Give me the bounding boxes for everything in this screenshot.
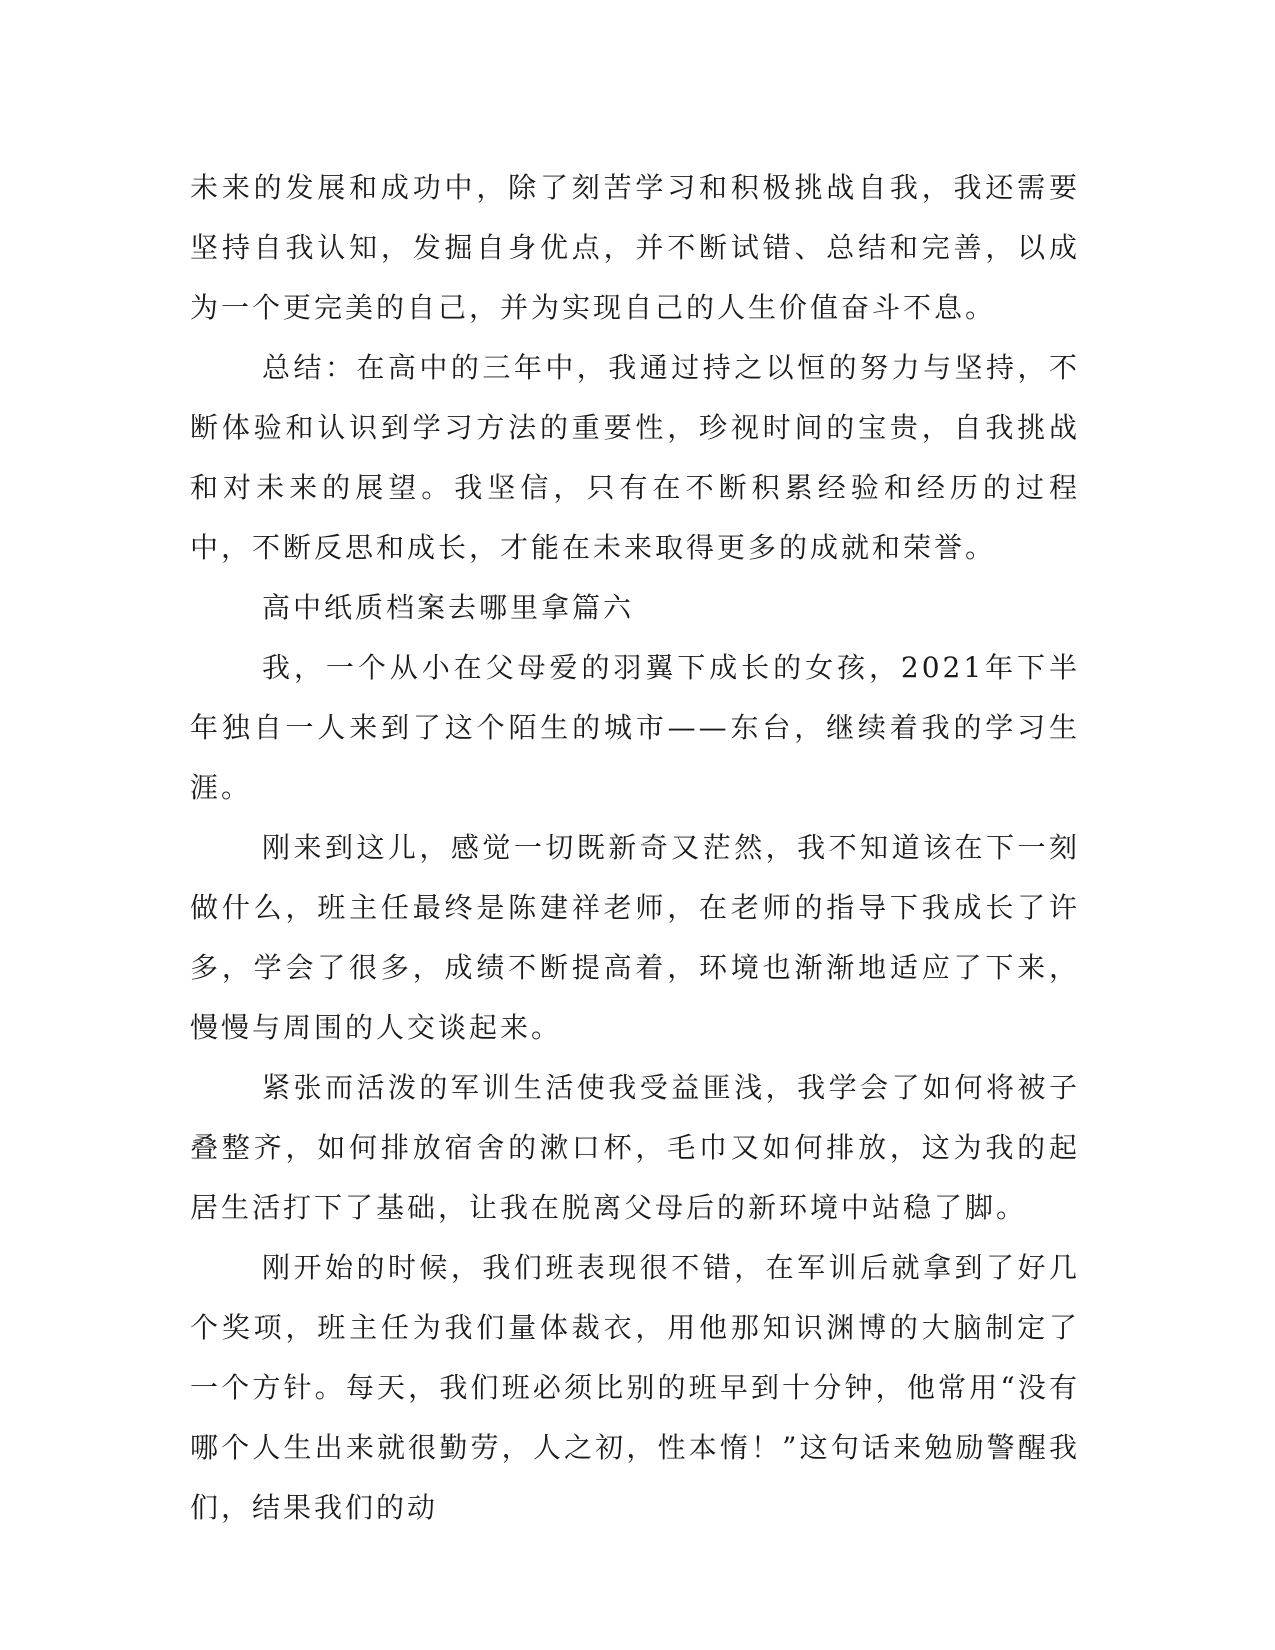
- paragraph-military-training: 紧张而活泼的军训生活使我受益匪浅，我学会了如何将被子叠整齐，如何排放宿舍的漱口杯，毛巾又如何排放，这为我的起居生活打下了基础，让我在脱离父母后的新环境中站稳了脚。: [190, 1071, 1080, 1224]
- section-heading: 高中纸质档案去哪里拿篇六: [262, 591, 635, 624]
- paragraph-arrival: 刚来到这儿，感觉一切既新奇又茫然，我不知道该在下一刻做什么，班主任最终是陈建祥老师，在老师的指导下我成长了许多，学会了很多，成绩不断提高着，环境也渐渐地适应了下来，慢慢与周围的人交谈起来。: [190, 831, 1080, 1044]
- document-body: [190, 158, 1080, 1538]
- paragraph-continuation: 未来的发展和成功中，除了刻苦学习和积极挑战自我，我还需要坚持自我认知，发掘自身优点，并不断试错、总结和完善，以成为一个更完美的自己，并为实现自己的人生价值奋斗不息。: [190, 171, 1080, 324]
- paragraph-class-performance: 刚开始的时候，我们班表现很不错，在军训后就拿到了好几个奖项，班主任为我们量体裁衣，用他那知识渊博的大脑制定了一个方针。每天，我们班必须比别的班早到十分钟，他常用“没有哪个人生出来就很勤劳，人之初，性本惰！”这句话来勉励警醒我们，结果我们的动: [190, 1251, 1080, 1524]
- paragraph-summary: 总结：在高中的三年中，我通过持之以恒的努力与坚持，不断体验和认识到学习方法的重要性，珍视时间的宝贵，自我挑战和对未来的展望。我坚信，只有在不断积累经验和经历的过程中，不断反思和成长，才能在未来取得更多的成就和荣誉。: [190, 351, 1080, 564]
- paragraph-intro: 我，一个从小在父母爱的羽翼下成长的女孩，2021年下半年独自一人来到了这个陌生的城市——东台，继续着我的学习生涯。: [190, 651, 1080, 804]
